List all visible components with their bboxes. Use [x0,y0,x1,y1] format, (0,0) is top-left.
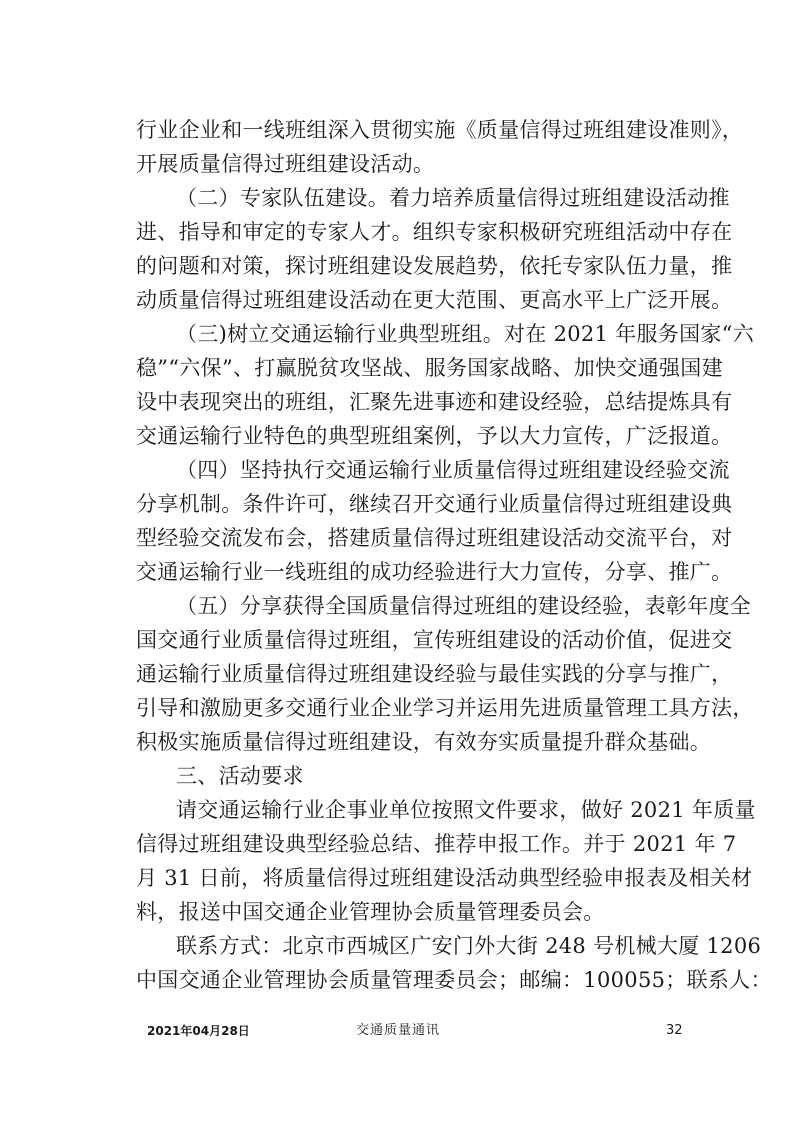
body-line: 行业企业和一线班组深入贯彻实施《质量信得过班组建设准则》， [136,118,744,142]
body-line: 积极实施质量信得过班组建设，有效夯实质量提升群众基础。 [136,730,712,754]
body-line: 设中表现突出的班组，汇聚先进事迹和建设经验，总结提炼具有 [136,390,733,414]
body-line: 开展质量信得过班组建设活动。 [136,152,435,176]
body-line: 引导和激励更多交通行业企业学习并运用先进质量管理工具方法， [136,696,754,720]
body-line: 稳”“六保”、打赢脱贫攻坚战、服务国家战略、加快交通强国建 [136,356,723,380]
body-line: 中国交通企业管理协会质量管理委员会；邮编：100055；联系人： [136,968,772,992]
body-line: 月 31 日前，将质量信得过班组建设活动典型经验申报表及相关材 [136,866,753,890]
body-line: 的问题和对策，探讨班组建设发展趋势，依托专家队伍力量，推 [136,254,733,278]
body-line: 型经验交流发布会，搭建质量信得过班组建设活动交流平台，对 [136,526,733,550]
section-paragraph-start: （四）坚持执行交通运输行业质量信得过班组建设经验交流 [176,458,730,482]
body-line: 料，报送中国交通企业管理协会质量管理委员会。 [136,900,605,924]
section-paragraph-start: 请交通运输行业企事业单位按照文件要求，做好 2021 年质量 [176,798,756,822]
section-paragraph-start: （三)树立交通运输行业典型班组。对在 2021 年服务国家“六 [176,322,755,346]
section-paragraph-start: 联系方式：北京市西城区广安门外大街 248 号机械大厦 1206 [176,934,762,958]
body-line: 通运输行业质量信得过班组建设经验与最佳实践的分享与推广， [136,662,733,686]
body-line: 进、指导和审定的专家人才。组织专家积极研究班组活动中存在 [136,220,733,244]
body-line: 分享机制。条件许可，继续召开交通行业质量信得过班组建设典 [136,492,733,516]
section-heading: 三、活动要求 [176,764,304,788]
footer-publication-title: 交通质量通讯 [356,1023,441,1038]
footer-date: 2021年04月28日 [147,1024,250,1038]
section-paragraph-start: （二）专家队伍建设。着力培养质量信得过班组建设活动推 [176,186,730,210]
section-paragraph-start: （五）分享获得全国质量信得过班组的建设经验，表彰年度全 [176,594,752,618]
body-line: 信得过班组建设典型经验总结、推荐申报工作。并于 2021 年 7 [136,832,737,856]
body-line: 交通运输行业一线班组的成功经验进行大力宣传，分享、推广。 [136,560,733,584]
page-number: 32 [666,1023,683,1038]
body-line: 动质量信得过班组建设活动在更大范围、更高水平上广泛开展。 [136,288,733,312]
body-line: 国交通行业质量信得过班组，宣传班组建设的活动价值，促进交 [136,628,733,652]
body-line: 交通运输行业特色的典型班组案例，予以大力宣传，广泛报道。 [136,424,733,448]
